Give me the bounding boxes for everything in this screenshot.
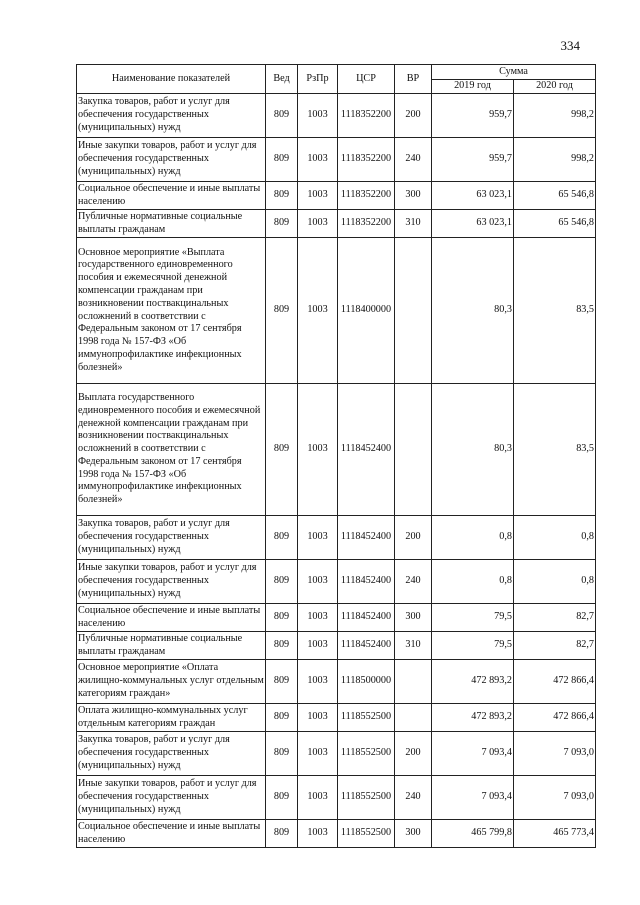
row-ved: 809 [266, 776, 298, 820]
row-name: Иные закупки товаров, работ и услуг для обеспечения государственных (муниципальных) нужд [77, 776, 266, 820]
row-sum-2020: 65 546,8 [514, 210, 596, 238]
row-ved: 809 [266, 210, 298, 238]
row-rzpr: 1003 [298, 238, 338, 384]
row-rzpr: 1003 [298, 94, 338, 138]
row-sum-2020: 0,8 [514, 560, 596, 604]
row-csr: 1118552500 [338, 704, 395, 732]
row-name: Социальное обеспечение и иные выплаты населению [77, 820, 266, 848]
row-name: Оплата жилищно-коммунальных услуг отдельным категориям граждан [77, 704, 266, 732]
row-sum-2020: 472 866,4 [514, 660, 596, 704]
row-vr: 310 [395, 210, 432, 238]
row-csr: 1118452400 [338, 516, 395, 560]
row-csr: 1118452400 [338, 604, 395, 632]
row-name: Публичные нормативные социальные выплаты гражданам [77, 632, 266, 660]
row-csr: 1118452400 [338, 384, 395, 516]
row-csr: 1118552500 [338, 732, 395, 776]
row-ved: 809 [266, 94, 298, 138]
row-rzpr: 1003 [298, 660, 338, 704]
row-sum-2019: 63 023,1 [432, 210, 514, 238]
row-sum-2020: 7 093,0 [514, 776, 596, 820]
table-header [77, 65, 596, 94]
row-sum-2020: 472 866,4 [514, 704, 596, 732]
row-csr: 1118352200 [338, 210, 395, 238]
table-row [77, 732, 596, 776]
row-rzpr: 1003 [298, 384, 338, 516]
row-name: Закупка товаров, работ и услуг для обеспечения государственных (муниципальных) нужд [77, 94, 266, 138]
row-csr: 1118552500 [338, 820, 395, 848]
header-vr: ВР [395, 65, 432, 94]
header-ved: Вед [266, 65, 298, 94]
table-row [77, 660, 596, 704]
row-sum-2019: 959,7 [432, 138, 514, 182]
row-csr: 1118352200 [338, 94, 395, 138]
row-sum-2020: 465 773,4 [514, 820, 596, 848]
row-sum-2020: 0,8 [514, 516, 596, 560]
row-name: Закупка товаров, работ и услуг для обеспечения государственных (муниципальных) нужд [77, 516, 266, 560]
header-name: Наименование показателей [77, 65, 266, 94]
row-ved: 809 [266, 182, 298, 210]
row-name: Выплата государственного единовременного пособия и ежемесячной денежной компенсации гражданам при возникновении поствакцинальных осложнений в соответствии с Федеральным законом от 17 сентября 1998 года № 157-ФЗ «Об иммунопрофилактике инфекционных болезней» [77, 384, 266, 516]
table-row [77, 632, 596, 660]
row-rzpr: 1003 [298, 776, 338, 820]
table-row [77, 820, 596, 848]
table-row [77, 516, 596, 560]
row-vr [395, 704, 432, 732]
table-row [77, 384, 596, 516]
row-sum-2020: 998,2 [514, 94, 596, 138]
row-csr: 1118452400 [338, 632, 395, 660]
row-vr: 310 [395, 632, 432, 660]
row-name: Иные закупки товаров, работ и услуг для обеспечения государственных (муниципальных) нужд [77, 560, 266, 604]
row-ved: 809 [266, 660, 298, 704]
row-name: Социальное обеспечение и иные выплаты населению [77, 182, 266, 210]
row-rzpr: 1003 [298, 632, 338, 660]
row-ved: 809 [266, 238, 298, 384]
row-sum-2019: 959,7 [432, 94, 514, 138]
table-row [77, 238, 596, 384]
row-vr: 240 [395, 560, 432, 604]
row-ved: 809 [266, 820, 298, 848]
row-vr [395, 660, 432, 704]
row-sum-2019: 472 893,2 [432, 704, 514, 732]
row-rzpr: 1003 [298, 820, 338, 848]
row-sum-2019: 472 893,2 [432, 660, 514, 704]
row-rzpr: 1003 [298, 516, 338, 560]
row-sum-2020: 7 093,0 [514, 732, 596, 776]
row-csr: 1118452400 [338, 560, 395, 604]
row-sum-2019: 7 093,4 [432, 776, 514, 820]
row-vr: 300 [395, 182, 432, 210]
row-ved: 809 [266, 138, 298, 182]
row-sum-2020: 998,2 [514, 138, 596, 182]
row-sum-2019: 79,5 [432, 632, 514, 660]
table-body [77, 94, 596, 848]
table-row [77, 94, 596, 138]
row-name: Публичные нормативные социальные выплаты гражданам [77, 210, 266, 238]
row-sum-2020: 83,5 [514, 384, 596, 516]
row-vr: 300 [395, 820, 432, 848]
row-ved: 809 [266, 384, 298, 516]
table-row [77, 560, 596, 604]
row-vr: 200 [395, 732, 432, 776]
row-ved: 809 [266, 604, 298, 632]
row-vr: 200 [395, 94, 432, 138]
row-sum-2019: 7 093,4 [432, 732, 514, 776]
row-ved: 809 [266, 516, 298, 560]
row-name: Закупка товаров, работ и услуг для обеспечения государственных (муниципальных) нужд [77, 732, 266, 776]
row-name: Социальное обеспечение и иные выплаты населению [77, 604, 266, 632]
table-row [77, 138, 596, 182]
row-ved: 809 [266, 732, 298, 776]
row-ved: 809 [266, 560, 298, 604]
row-vr: 300 [395, 604, 432, 632]
row-sum-2019: 0,8 [432, 516, 514, 560]
row-vr [395, 238, 432, 384]
row-sum-2019: 80,3 [432, 384, 514, 516]
table-row [77, 604, 596, 632]
row-sum-2020: 82,7 [514, 632, 596, 660]
header-2020: 2020 год [514, 80, 596, 94]
row-vr [395, 384, 432, 516]
row-sum-2020: 82,7 [514, 604, 596, 632]
table-row [77, 182, 596, 210]
row-sum-2019: 80,3 [432, 238, 514, 384]
row-rzpr: 1003 [298, 704, 338, 732]
table-row [77, 210, 596, 238]
page-number: 334 [560, 38, 580, 53]
row-rzpr: 1003 [298, 138, 338, 182]
row-csr: 1118352200 [338, 182, 395, 210]
row-csr: 1118552500 [338, 776, 395, 820]
row-ved: 809 [266, 704, 298, 732]
table-row [77, 704, 596, 732]
header-2019: 2019 год [432, 80, 514, 94]
row-sum-2019: 0,8 [432, 560, 514, 604]
row-csr: 1118352200 [338, 138, 395, 182]
row-name: Основное мероприятие «Оплата жилищно-коммунальных услуг отдельным категориям граждан» [77, 660, 266, 704]
row-name: Основное мероприятие «Выплата государственного единовременного пособия и ежемесячной денежной компенсации гражданам при возникновении поствакцинальных осложнений в соответствии с Федеральным законом от 17 сентября 1998 года № 157-ФЗ «Об иммунопрофилактике инфекционных болезней» [77, 238, 266, 384]
row-vr: 200 [395, 516, 432, 560]
row-vr: 240 [395, 138, 432, 182]
table-row [77, 776, 596, 820]
row-vr: 240 [395, 776, 432, 820]
row-rzpr: 1003 [298, 732, 338, 776]
row-sum-2019: 63 023,1 [432, 182, 514, 210]
row-sum-2019: 79,5 [432, 604, 514, 632]
row-rzpr: 1003 [298, 560, 338, 604]
row-csr: 1118500000 [338, 660, 395, 704]
budget-table [76, 64, 596, 848]
row-ved: 809 [266, 632, 298, 660]
row-rzpr: 1003 [298, 182, 338, 210]
row-sum-2020: 83,5 [514, 238, 596, 384]
row-rzpr: 1003 [298, 210, 338, 238]
row-rzpr: 1003 [298, 604, 338, 632]
row-sum-2019: 465 799,8 [432, 820, 514, 848]
row-csr: 1118400000 [338, 238, 395, 384]
row-name: Иные закупки товаров, работ и услуг для обеспечения государственных (муниципальных) нужд [77, 138, 266, 182]
row-sum-2020: 65 546,8 [514, 182, 596, 210]
header-csr: ЦСР [338, 65, 395, 94]
header-sum: Сумма [432, 65, 596, 80]
header-rzpr: РзПр [298, 65, 338, 94]
